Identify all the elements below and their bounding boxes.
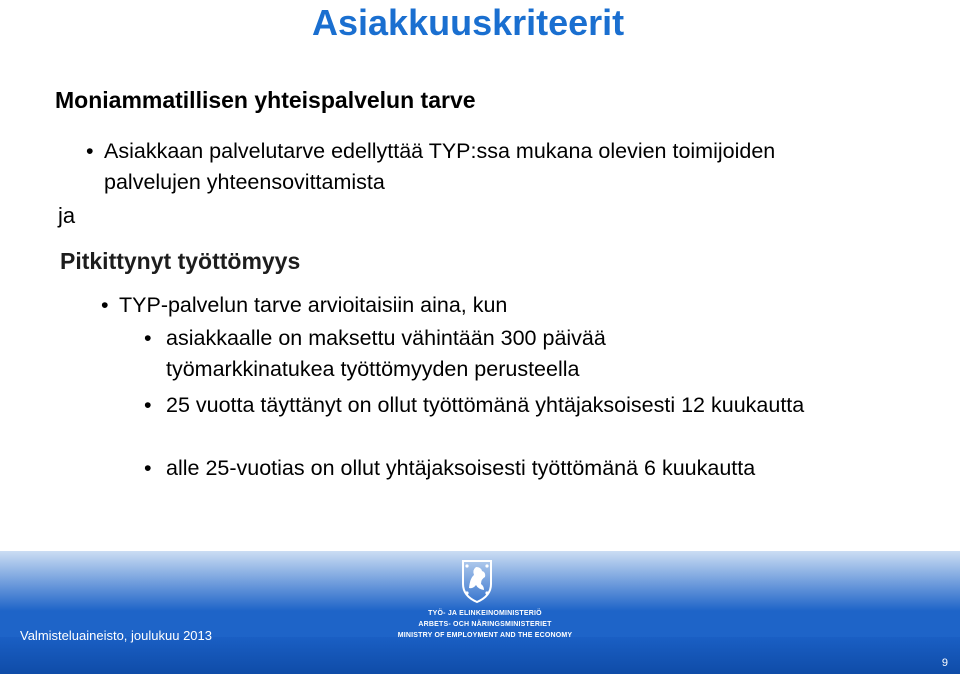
- sub-bullet-text: asiakkaalle on maksettu vähintään 300 päivää työmarkkinatukea työttömyyden perusteella: [166, 326, 606, 381]
- bullet-text: TYP-palvelun tarve arvioitaisiin aina, kun: [119, 293, 508, 317]
- bullet-item: [86, 136, 864, 198]
- sub-bullet-item: [144, 323, 726, 385]
- section-heading-2: Pitkittynyt työttömyys: [60, 248, 301, 274]
- ministry-name-en: MINISTRY OF EMPLOYMENT AND THE ECONOMY: [397, 632, 573, 639]
- sub-bullet-item: [144, 453, 926, 484]
- coat-of-arms-lion-icon: [460, 558, 494, 604]
- sub-bullet-text: 25 vuotta täyttänyt on ollut työttömänä yhtäjaksoisesti 12 kuukautta: [166, 393, 805, 417]
- sub-bullet-text: alle 25-vuotias on ollut yhtäjaksoisesti työttömänä 6 kuukautta: [166, 456, 756, 480]
- bullet-item: [101, 290, 508, 321]
- bullet-text: Asiakkaan palvelutarve edellyttää TYP:ssa mukana olevien toimijoiden palvelujen yhteensovittamista: [104, 139, 776, 194]
- connector-text: ja: [58, 203, 76, 228]
- bullet-icon: •: [144, 326, 152, 350]
- bullet-icon: •: [144, 456, 152, 480]
- ministry-name-sv: ARBETS- OCH NÄRINGSMINISTERIET: [418, 621, 552, 628]
- footer-note: Valmisteluaineisto, joulukuu 2013: [20, 628, 212, 643]
- bullet-icon: •: [86, 139, 94, 163]
- section-heading-1: Moniammatillisen yhteispalvelun tarve: [55, 87, 476, 113]
- sub-bullet-item: [144, 390, 846, 421]
- bullet-icon: •: [144, 393, 152, 417]
- slide-title: Asiakkuuskriteerit: [312, 2, 625, 43]
- ministry-name-fi: TYÖ- JA ELINKEINOMINISTERIÖ: [428, 610, 542, 617]
- page-number: 9: [941, 657, 948, 669]
- bullet-icon: •: [101, 293, 109, 317]
- ministry-name: [380, 608, 590, 641]
